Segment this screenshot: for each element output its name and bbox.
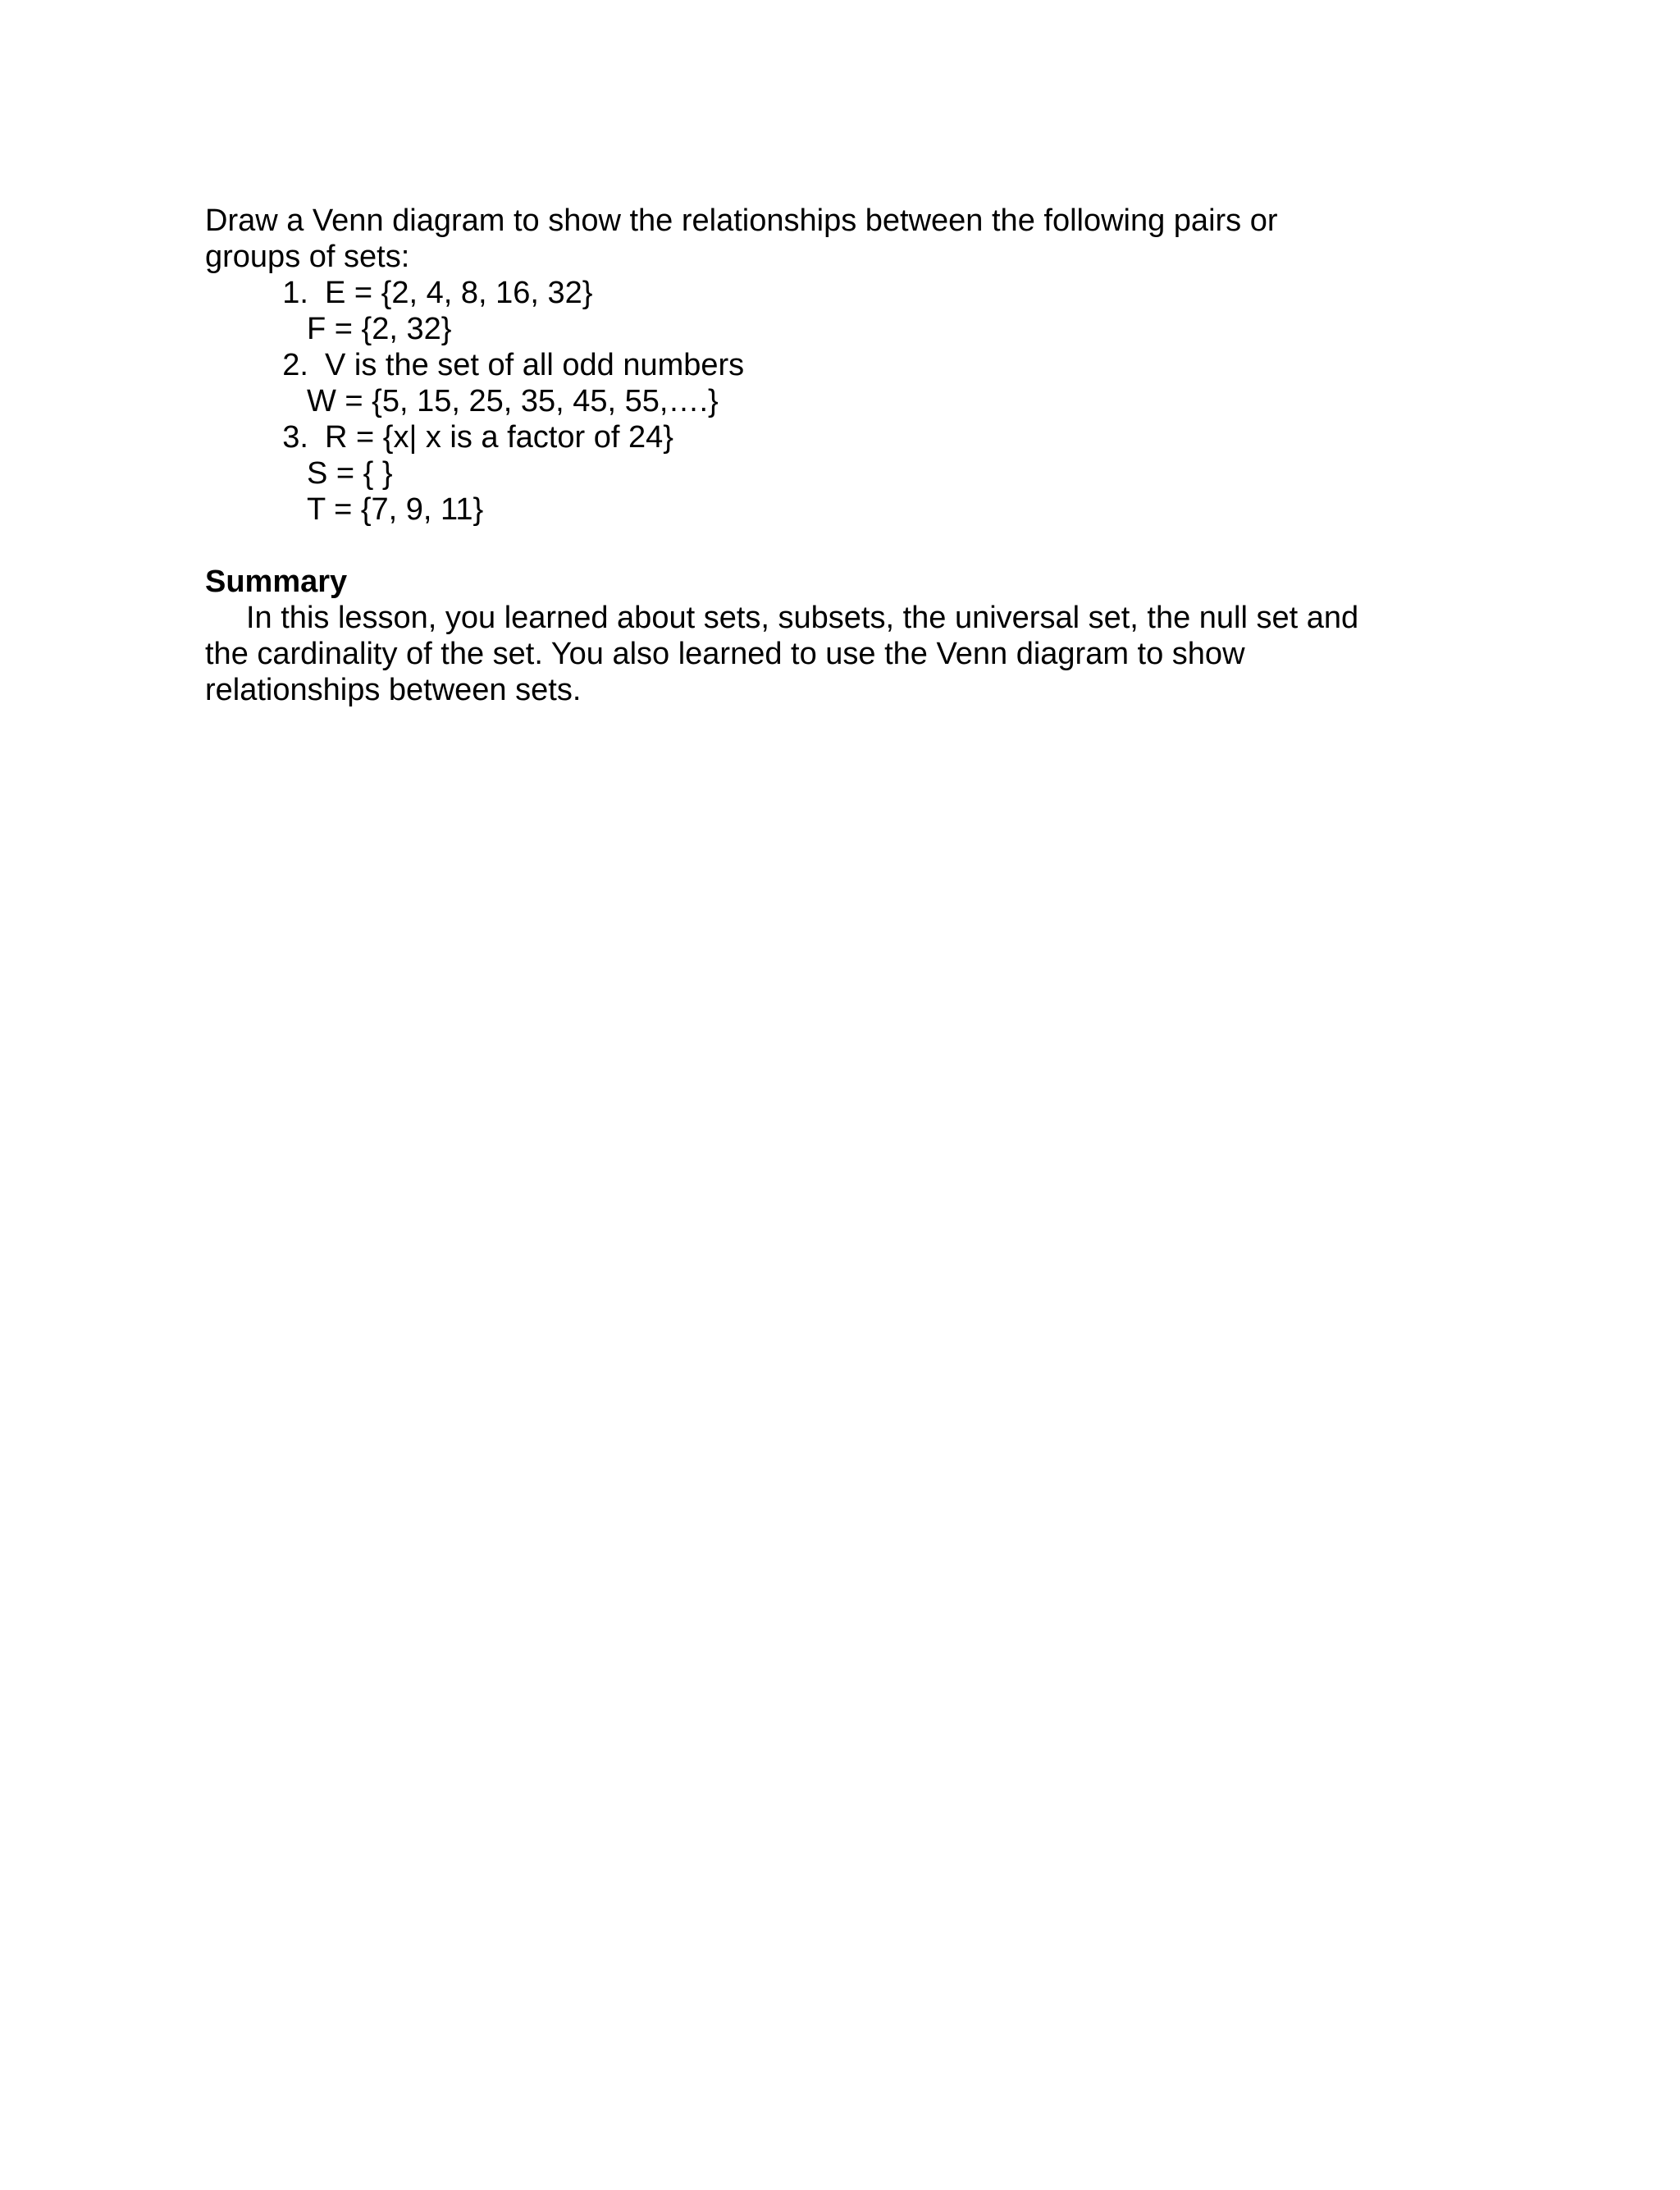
exercise-number: 2.: [282, 348, 308, 382]
summary-line-2: the cardinality of the set. You also learned to use the Venn diagram to show: [205, 637, 1245, 671]
summary-line-1: [205, 600, 1403, 636]
exercise-line: F = {2, 32}: [307, 312, 452, 346]
exercise-number: 1.: [282, 276, 308, 310]
exercise-list: [205, 275, 1403, 528]
section-spacer: [205, 528, 1403, 564]
summary-line-1-text: In this lesson, you learned about sets, subsets, the universal set, the null set and: [246, 601, 1359, 635]
exercise-line: E = {2, 4, 8, 16, 32}: [325, 276, 593, 310]
summary-line-3: relationships between sets.: [205, 673, 582, 707]
instructions-line-2: groups of sets:: [205, 240, 410, 274]
instructions-line-1: Draw a Venn diagram to show the relationships between the following pairs or: [205, 203, 1278, 238]
summary-paragraph: [205, 600, 1403, 708]
exercise-item-2: [205, 347, 1403, 419]
exercise-item-3: [205, 419, 1403, 528]
exercise-line: R = {x| x is a factor of 24}: [325, 420, 673, 455]
page-content: [205, 203, 1403, 708]
exercise-line: T = {7, 9, 11}: [307, 492, 484, 527]
exercise-line: W = {5, 15, 25, 35, 45, 55,….}: [307, 384, 719, 418]
exercise-number: 3.: [282, 420, 308, 455]
exercise-line: S = { }: [307, 456, 393, 491]
exercise-line: V is the set of all odd numbers: [325, 348, 745, 382]
summary-heading: Summary: [205, 565, 348, 599]
exercise-item-1: [205, 275, 1403, 347]
